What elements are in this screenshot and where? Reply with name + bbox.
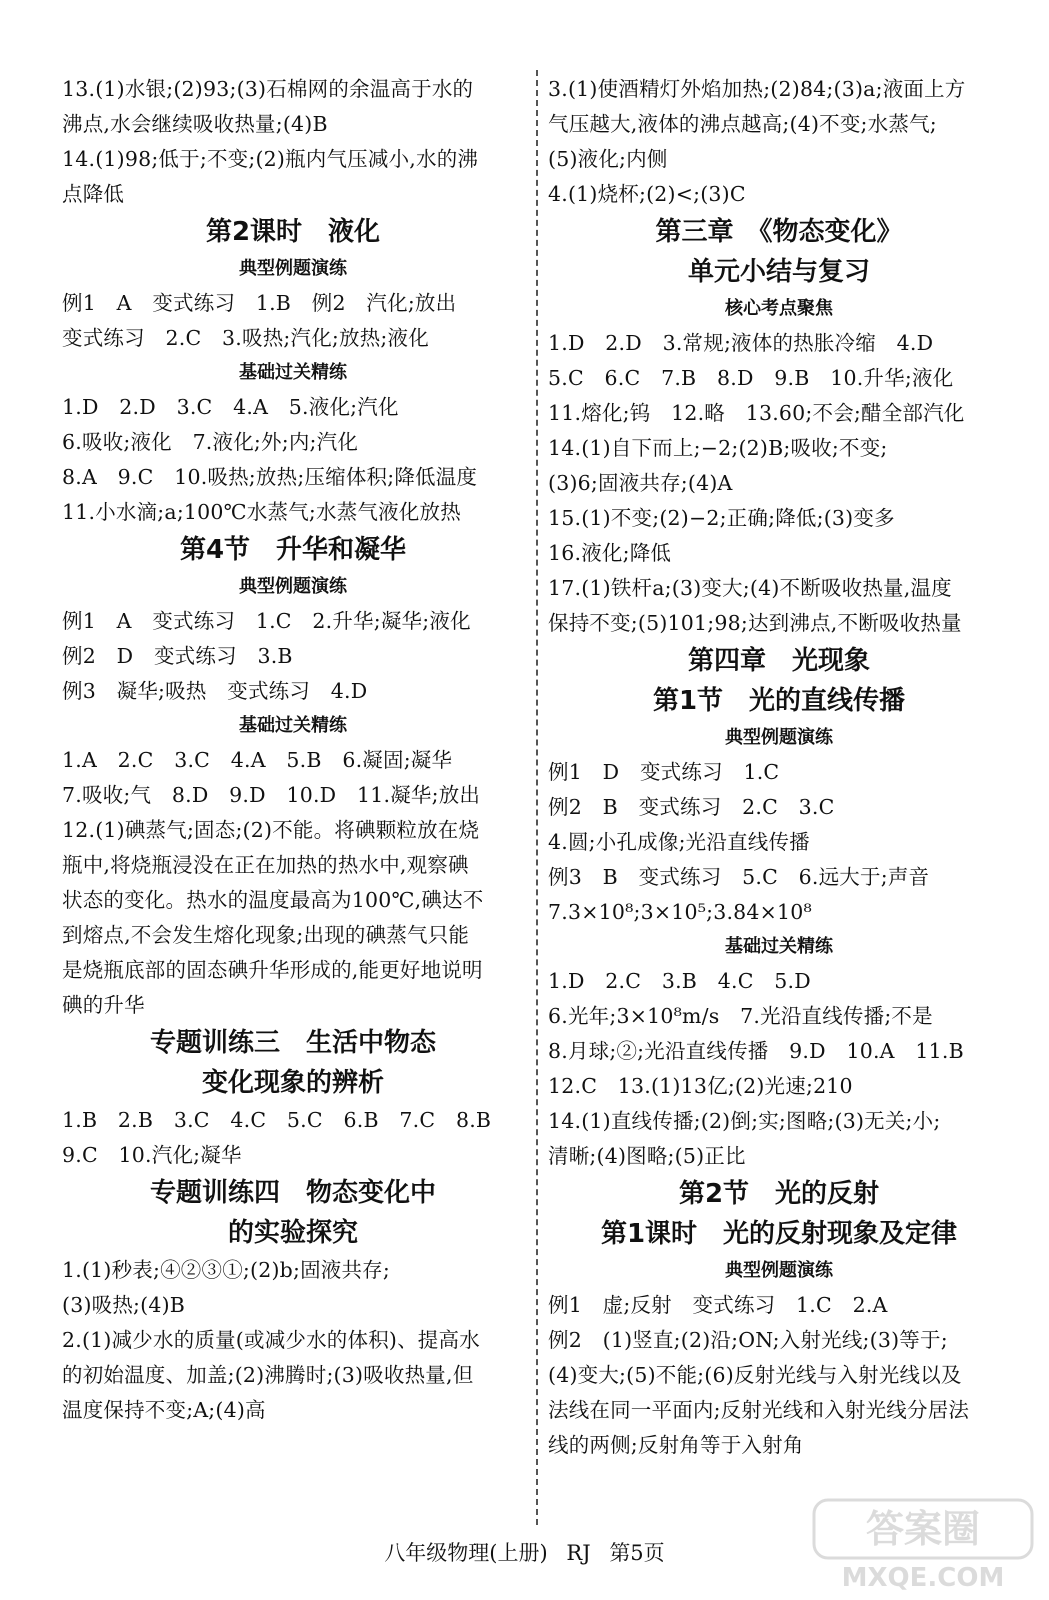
footer-edition: RJ bbox=[566, 1541, 591, 1565]
answer-line: 7.3×10⁸;3×10⁵;3.84×10⁸ bbox=[548, 900, 812, 924]
answer-line: 变式练习 2.C 3.吸热;汽化;放热;液化 bbox=[62, 326, 429, 350]
answer-line: 例1 D 变式练习 1.C bbox=[548, 760, 780, 784]
answer-line: 2.(1)减少水的质量(或减少水的体积)、提高水 bbox=[62, 1328, 480, 1352]
answer-line: 例2 D 变式练习 3.B bbox=[62, 644, 293, 668]
section-heading: 第2课时 液化 bbox=[205, 217, 381, 247]
answer-line: 14.(1)直线传播;(2)倒;实;图略;(3)无关;小; bbox=[548, 1109, 941, 1133]
answer-line: 7.吸收;气 8.D 9.D 10.D 11.凝华;放出 bbox=[62, 783, 481, 807]
answer-line: 1.A 2.C 3.C 4.A 5.B 6.凝固;凝华 bbox=[62, 748, 453, 772]
right-column bbox=[548, 72, 1010, 1463]
subsection-heading: 基础过关精练 bbox=[725, 936, 833, 957]
answer-line: 11.熔化;钨 12.略 13.60;不会;醋全部汽化 bbox=[548, 401, 965, 425]
answer-line: 3.(1)使酒精灯外焰加热;(2)84;(3)a;液面上方 bbox=[548, 77, 966, 101]
answer-line: 碘的升华 bbox=[62, 993, 145, 1017]
answer-line: 例1 A 变式练习 1.B 例2 汽化;放出 bbox=[62, 291, 457, 315]
answer-line: 例1 虚;反射 变式练习 1.C 2.A bbox=[548, 1293, 888, 1317]
answer-line: 12.(1)碘蒸气;固态;(2)不能。将碘颗粒放在烧 bbox=[62, 818, 480, 842]
answer-line: 清晰;(4)图略;(5)正比 bbox=[548, 1144, 746, 1168]
answer-line: 气压越大,液体的沸点越高;(4)不变;水蒸气; bbox=[548, 112, 937, 136]
answer-line: 11.小水滴;a;100℃水蒸气;水蒸气液化放热 bbox=[62, 500, 461, 524]
section-heading: 的实验探究 bbox=[227, 1218, 358, 1248]
subsection-heading: 典型例题演练 bbox=[725, 1260, 833, 1281]
answer-line: 的初始温度、加盖;(2)沸腾时;(3)吸收热量,但 bbox=[62, 1363, 474, 1387]
answer-line: 8.月球;②;光沿直线传播 9.D 10.A 11.B bbox=[548, 1039, 964, 1063]
answer-line: 9.C 10.汽化;凝华 bbox=[62, 1143, 242, 1167]
answer-line: 状态的变化。热水的温度最高为100℃,碘达不 bbox=[62, 888, 484, 912]
section-heading: 专题训练三 生活中物态 bbox=[149, 1028, 436, 1058]
answer-line: 17.(1)铁杆a;(3)变大;(4)不断吸收热量,温度 bbox=[548, 576, 952, 600]
answer-line: 点降低 bbox=[62, 182, 125, 206]
answer-line: 15.(1)不变;(2)−2;正确;降低;(3)变多 bbox=[548, 506, 895, 530]
subsection-heading: 典型例题演练 bbox=[239, 258, 347, 279]
footer-page-number: 第5页 bbox=[609, 1541, 665, 1565]
subsection-heading: 典型例题演练 bbox=[725, 727, 833, 748]
answer-line: (4)变大;(5)不能;(6)反射光线与入射光线以及 bbox=[548, 1363, 962, 1387]
answer-line: 12.C 13.(1)13亿;(2)光速;210 bbox=[548, 1074, 853, 1098]
answer-line: 到熔点,不会发生熔化现象;出现的碘蒸气只能 bbox=[62, 923, 470, 947]
watermark-logo-text: 答案圈 bbox=[865, 1507, 981, 1551]
answer-line: 例2 B 变式练习 2.C 3.C bbox=[548, 795, 835, 819]
section-heading: 变化现象的辨析 bbox=[201, 1068, 384, 1098]
watermark-logo bbox=[808, 1494, 1038, 1594]
answer-line: 4.(1)烧杯;(2)<;(3)C bbox=[548, 182, 746, 206]
section-heading: 第1节 光的直线传播 bbox=[652, 686, 906, 716]
section-heading: 单元小结与复习 bbox=[687, 257, 870, 287]
answer-line: 例2 (1)竖直;(2)沿;ON;入射光线;(3)等于; bbox=[548, 1328, 948, 1352]
subsection-heading: 基础过关精练 bbox=[239, 715, 347, 736]
section-heading: 第四章 光现象 bbox=[687, 646, 870, 676]
answer-line: 例3 B 变式练习 5.C 6.远大于;声音 bbox=[548, 865, 930, 889]
answer-line: (5)液化;内侧 bbox=[548, 147, 668, 171]
section-heading: 第2节 光的反射 bbox=[678, 1179, 880, 1209]
answer-line: 6.吸收;液化 7.液化;外;内;汽化 bbox=[62, 430, 359, 454]
answer-line: 16.液化;降低 bbox=[548, 541, 672, 565]
answer-line: 线的两侧;反射角等于入射角 bbox=[548, 1433, 804, 1457]
answer-line: 13.(1)水银;(2)93;(3)石棉网的余温高于水的 bbox=[62, 77, 474, 101]
answer-line: 1.D 2.D 3.常规;液体的热胀冷缩 4.D bbox=[548, 331, 934, 355]
section-heading: 第1课时 光的反射现象及定律 bbox=[600, 1219, 958, 1249]
answer-line: 1.D 2.C 3.B 4.C 5.D bbox=[548, 969, 811, 993]
subsection-heading: 典型例题演练 bbox=[239, 576, 347, 597]
answer-line: 沸点,水会继续吸收热量;(4)B bbox=[62, 112, 328, 136]
answer-line: 1.(1)秒表;④②③①;(2)b;固液共存; bbox=[62, 1258, 390, 1282]
answer-line: 1.B 2.B 3.C 4.C 5.C 6.B 7.C 8.B bbox=[62, 1108, 492, 1132]
answer-line: 8.A 9.C 10.吸热;放热;压缩体积;降低温度 bbox=[62, 465, 478, 489]
column-divider bbox=[536, 70, 538, 1525]
answer-line: 瓶中,将烧瓶浸没在正在加热的热水中,观察碘 bbox=[62, 853, 469, 877]
answer-line: (3)6;固液共存;(4)A bbox=[548, 471, 733, 495]
left-column bbox=[62, 72, 524, 1428]
answer-line: 法线在同一平面内;反射光线和入射光线分居法 bbox=[548, 1398, 970, 1422]
answer-line: 例3 凝华;吸热 变式练习 4.D bbox=[62, 679, 368, 703]
section-heading: 专题训练四 物态变化中 bbox=[149, 1178, 436, 1208]
answer-line: (3)吸热;(4)B bbox=[62, 1293, 186, 1317]
answer-line: 温度保持不变;A;(4)高 bbox=[62, 1398, 266, 1422]
answer-line: 是烧瓶底部的固态碘升华形成的,能更好地说明 bbox=[62, 958, 483, 982]
subsection-heading: 基础过关精练 bbox=[239, 362, 347, 383]
answer-line: 14.(1)98;低于;不变;(2)瓶内气压减小,水的沸 bbox=[62, 147, 479, 171]
subsection-heading: 核心考点聚焦 bbox=[725, 298, 833, 319]
answer-line: 4.圆;小孔成像;光沿直线传播 bbox=[548, 830, 810, 854]
answer-line: 保持不变;(5)101;98;达到沸点,不断吸收热量 bbox=[548, 611, 962, 635]
answer-line: 14.(1)自下而上;−2;(2)B;吸收;不变; bbox=[548, 436, 888, 460]
section-heading: 第4节 升华和凝华 bbox=[179, 535, 407, 565]
footer-subject: 八年级物理(上册) bbox=[384, 1541, 548, 1565]
watermark-url: MXQE.COM bbox=[841, 1563, 1005, 1593]
answer-line: 6.光年;3×10⁸m/s 7.光沿直线传播;不是 bbox=[548, 1004, 933, 1028]
answer-line: 1.D 2.D 3.C 4.A 5.液化;汽化 bbox=[62, 395, 399, 419]
answer-line: 5.C 6.C 7.B 8.D 9.B 10.升华;液化 bbox=[548, 366, 954, 390]
section-heading: 第三章 《物态变化》 bbox=[655, 217, 903, 247]
answer-line: 例1 A 变式练习 1.C 2.升华;凝华;液化 bbox=[62, 609, 471, 633]
